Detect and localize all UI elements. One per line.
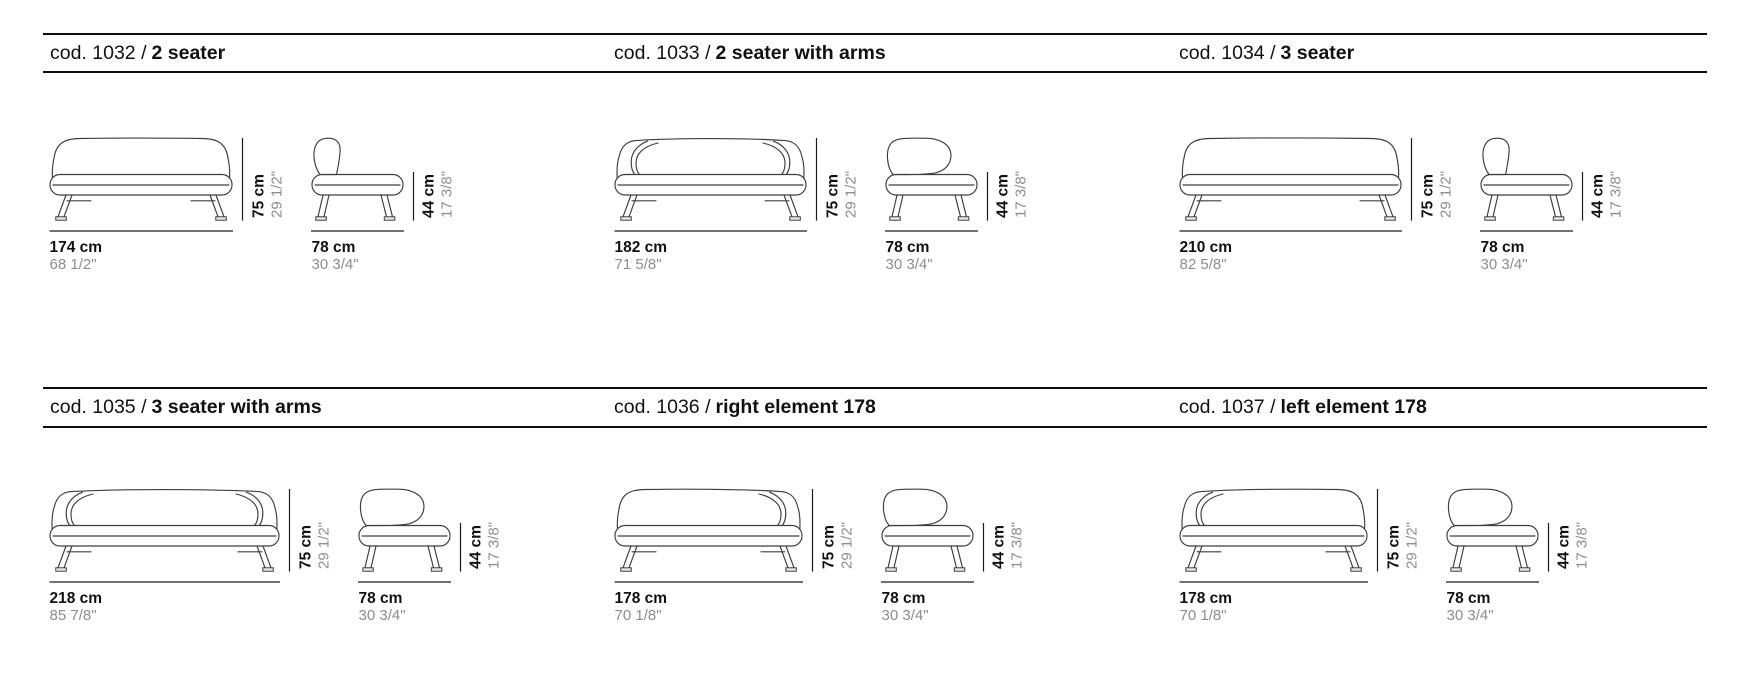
sofa-side-view [312, 138, 403, 220]
section-drawing [49, 137, 549, 277]
sofa-side-view [1447, 489, 1538, 571]
height-inch-label: 29 1/2" [315, 521, 333, 569]
section-title [50, 389, 322, 426]
section-drawing [49, 488, 549, 628]
model-code: cod. 1034 / [1179, 41, 1276, 64]
sofa-front-view [615, 489, 802, 571]
front-width-inch-label: 70 1/8" [614, 607, 662, 624]
section-title [1179, 35, 1354, 71]
height-inch-label: 29 1/2" [1437, 170, 1455, 218]
section-title [50, 35, 225, 71]
sofa-side-view [886, 138, 977, 220]
arm-profile-outline [883, 489, 946, 525]
front-width-cm-label: 178 cm [1179, 589, 1233, 607]
section-drawing [1179, 137, 1679, 277]
model-code: cod. 1035 / [50, 396, 147, 418]
front-width-cm-label: 174 cm [49, 238, 103, 256]
side-width-inch-label: 30 3/4" [311, 256, 359, 273]
sofa-front-view [50, 490, 279, 572]
side-width-cm-label: 78 cm [1446, 589, 1491, 607]
seat-height-cm-label: 44 cm [990, 525, 1008, 569]
seat-height-inch-label: 17 3/8" [485, 521, 503, 569]
backrest-profile-outline [1483, 138, 1509, 174]
front-width-cm-label: 218 cm [49, 589, 103, 607]
model-name: right element 178 [715, 396, 876, 418]
backrest-profile-outline [314, 138, 340, 174]
front-width-inch-label: 85 7/8" [49, 607, 97, 624]
arm-profile-outline [887, 138, 950, 174]
front-width-inch-label: 68 1/2" [49, 256, 97, 273]
section-title [1179, 389, 1427, 426]
model-code: cod. 1037 / [1179, 396, 1276, 418]
section-drawing [614, 488, 1114, 628]
sofa-front-view [1180, 489, 1367, 571]
side-width-inch-label: 30 3/4" [881, 607, 929, 624]
arm-profile-outline [1448, 489, 1511, 525]
side-width-cm-label: 78 cm [311, 238, 356, 256]
header-row-1 [43, 33, 1707, 73]
seat-height-inch-label: 17 3/8" [1607, 170, 1625, 218]
height-cm-label: 75 cm [1385, 525, 1403, 569]
sofa-front-view [50, 138, 232, 220]
section-title [614, 389, 876, 426]
sofa-side-view [359, 489, 450, 571]
side-width-inch-label: 30 3/4" [358, 607, 406, 624]
height-cm-label: 75 cm [824, 174, 842, 218]
side-width-inch-label: 30 3/4" [1446, 607, 1494, 624]
side-width-cm-label: 78 cm [1480, 238, 1525, 256]
model-name: 3 seater [1280, 41, 1355, 64]
model-code: cod. 1033 / [614, 41, 711, 64]
seat-height-inch-label: 17 3/8" [438, 170, 456, 218]
side-width-cm-label: 78 cm [358, 589, 403, 607]
side-width-cm-label: 78 cm [881, 589, 926, 607]
height-inch-label: 29 1/2" [1403, 521, 1421, 569]
height-inch-label: 29 1/2" [268, 170, 286, 218]
front-width-inch-label: 82 5/8" [1179, 256, 1227, 273]
sofa-front-view [615, 139, 806, 221]
model-code: cod. 1032 / [50, 41, 147, 64]
seat-height-inch-label: 17 3/8" [1573, 521, 1591, 569]
seat-height-cm-label: 44 cm [420, 174, 438, 218]
section-drawing [614, 137, 1114, 277]
sofa-front-view [1180, 138, 1401, 220]
height-cm-label: 75 cm [250, 174, 268, 218]
height-cm-label: 75 cm [297, 525, 315, 569]
model-name: 3 seater with arms [151, 396, 322, 418]
side-width-inch-label: 30 3/4" [1480, 256, 1528, 273]
seat-height-cm-label: 44 cm [467, 525, 485, 569]
seat-height-inch-label: 17 3/8" [1012, 170, 1030, 218]
section-drawing [1179, 488, 1679, 628]
sofa-side-view [1481, 138, 1572, 220]
seat-height-cm-label: 44 cm [1555, 525, 1573, 569]
section-title [614, 35, 886, 71]
front-width-cm-label: 178 cm [614, 589, 668, 607]
front-width-cm-label: 210 cm [1179, 238, 1233, 256]
sofa-side-view [882, 489, 973, 571]
model-name: 2 seater [151, 41, 226, 64]
front-width-inch-label: 71 5/8" [614, 256, 662, 273]
model-name: left element 178 [1280, 396, 1427, 418]
seat-height-cm-label: 44 cm [1589, 174, 1607, 218]
front-width-cm-label: 182 cm [614, 238, 668, 256]
model-code: cod. 1036 / [614, 396, 711, 418]
height-inch-label: 29 1/2" [838, 521, 856, 569]
model-name: 2 seater with arms [715, 41, 886, 64]
seat-height-inch-label: 17 3/8" [1008, 521, 1026, 569]
height-cm-label: 75 cm [820, 525, 838, 569]
seat-height-cm-label: 44 cm [994, 174, 1012, 218]
height-inch-label: 29 1/2" [842, 170, 860, 218]
side-width-cm-label: 78 cm [885, 238, 930, 256]
front-width-inch-label: 70 1/8" [1179, 607, 1227, 624]
arm-profile-outline [360, 489, 423, 525]
height-cm-label: 75 cm [1419, 174, 1437, 218]
side-width-inch-label: 30 3/4" [885, 256, 933, 273]
header-row-2 [43, 387, 1707, 428]
